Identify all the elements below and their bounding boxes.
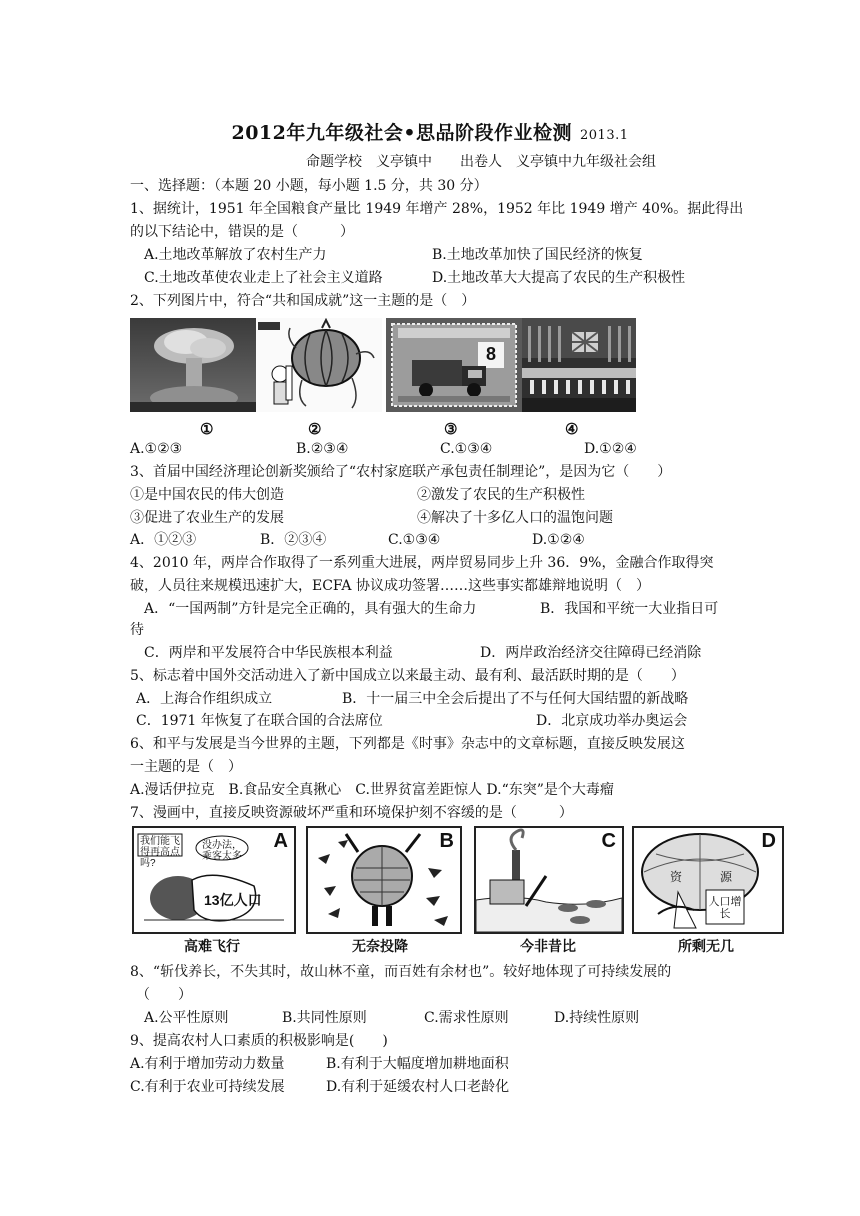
q9-stem: 9、提高农村人口素质的积极影响是( ) [130, 1033, 388, 1049]
q4-option-a: A．“一国两制”方针是完全正确的，具有强大的生命力 [144, 601, 477, 617]
q6-stem-line2: 一主题的是（ ） [130, 759, 242, 775]
cartoon-b-tag: B [439, 830, 454, 852]
pic-label-3: ③ [444, 420, 458, 438]
exam-subtitle: 命题学校 义亭镇中 出卷人 义亭镇中九年级社会组 [306, 154, 656, 170]
q2-option-a: A.①②③ [130, 441, 183, 457]
q2-option-d: D.①②④ [584, 441, 637, 457]
cartoon-a-bubble-1: 我们能飞得再高点吗? [140, 836, 180, 869]
q9-option-b: B.有利于大幅度增加耕地面积 [326, 1056, 509, 1072]
q2-option-b: B.②③④ [296, 441, 349, 457]
q4-stem-line1: 4、2010 年，两岸合作取得了一系列重大进展，两岸贸易同步上升 36．9%，金融合作取得突 [130, 555, 714, 571]
q8-stem-cont: （ ） [136, 987, 192, 1003]
q4-option-d: D．两岸政治经济交往障碍已经消除 [480, 645, 702, 661]
pic-label-4: ④ [565, 420, 579, 438]
q4-option-b: B．我国和平统一大业指日可 [540, 601, 719, 617]
q3-option-b: B．②③④ [260, 532, 327, 548]
q5-option-b: B．十一届三中全会后提出了不与任何大国结盟的新战略 [342, 691, 689, 707]
q2-stem: 2、下列图片中，符合“共和国成就”这一主题的是（ ） [130, 293, 476, 309]
q1-stem-line2: 的以下结论中，错误的是（ ） [130, 224, 354, 240]
q9-option-a: A.有利于增加劳动力数量 [130, 1056, 285, 1072]
q3-option-d: D.①②④ [532, 532, 585, 548]
photo-handover-ceremony [522, 318, 636, 412]
q3-statement-4: ④解决了十多亿人口的温饱问题 [417, 510, 613, 526]
q6-options: A.漫话伊拉克 B.食品安全真揪心 C.世界贫富差距惊人 D.“东突”是个大毒瘤 [130, 782, 614, 798]
q4-stem-line2: 破，人员往来规模迅速扩大，ECFA 协议成功签署……这些事实都雄辩地说明（ ） [130, 578, 650, 594]
q5-option-d: D．北京成功举办奥运会 [536, 713, 688, 729]
exam-title [0, 118, 860, 145]
q8-option-d: D.持续性原则 [554, 1010, 640, 1026]
q3-option-c: C.①③④ [388, 532, 441, 548]
cartoon-a [132, 826, 296, 934]
q1-option-a: A.土地改革解放了农村生产力 [144, 247, 327, 263]
q8-option-a: A.公平性原则 [144, 1010, 229, 1026]
cartoon-a-caption: 高难飞行 [184, 938, 240, 954]
q1-option-c: C.土地改革使农业走上了社会主义道路 [144, 270, 383, 286]
cartoon-b [306, 826, 462, 934]
q6-stem-line1: 6、和平与发展是当今世界的主题，下列都是《时事》杂志中的文章标题，直接反映发展这 [130, 736, 685, 752]
section-heading: 一、选择题：（本题 20 小题，每小题 1.5 分，共 30 分） [130, 178, 488, 194]
q8-stem: 8、“斩伐养长，不失其时，故山林不童，而百姓有余材也”。较好地体现了可持续发展的 [130, 964, 672, 980]
q9-option-d: D.有利于延缓农村人口老龄化 [326, 1079, 510, 1095]
cartoon-c-caption: 今非昔比 [520, 938, 576, 954]
cartoon-d-label-1: 资 [670, 870, 683, 884]
title-date: 2013.1 [580, 128, 629, 143]
pic-label-2: ② [308, 420, 322, 438]
cartoon-d-label-3: 人口增长 [708, 896, 742, 920]
q2-option-c: C.①③④ [440, 441, 493, 457]
q3-statement-2: ②激发了农民的生产积极性 [417, 487, 585, 503]
cartoon-d-label-2: 源 [720, 870, 733, 884]
cartoon-a-label: 13亿人口 [204, 892, 262, 908]
stamp-liberation-truck [386, 318, 522, 412]
pic-label-1: ① [200, 420, 214, 438]
stamp-value: 8 [486, 344, 497, 364]
q3-option-a: A．①②③ [130, 532, 197, 548]
q5-stem: 5、标志着中国外交活动进入了新中国成立以来最主动、最有利、最活跃时期的是（ ） [130, 668, 685, 684]
q1-stem-line1: 1、据统计，1951 年全国粮食产量比 1949 年增产 28%，1952 年比 1949 增产 40%。据此得出 [130, 201, 744, 217]
q1-option-d: D.土地改革大大提高了农民的生产积极性 [432, 270, 686, 286]
cartoon-d-caption: 所剩无几 [678, 938, 734, 954]
q3-stem: 3、首届中国经济理论创新奖颁给了“农村家庭联产承包责任制理论”，是因为它（ ） [130, 464, 672, 480]
q5-option-a: A．上海合作组织成立 [136, 691, 273, 707]
cartoon-b-caption: 无奈投降 [352, 938, 408, 954]
q8-option-b: B.共同性原则 [282, 1010, 367, 1026]
q5-option-c: C．1971 年恢复了在联合国的合法席位 [136, 713, 383, 729]
q3-statement-3: ③促进了农业生产的发展 [130, 510, 284, 526]
q1-option-b: B.土地改革加快了国民经济的恢复 [432, 247, 643, 263]
cartoon-c-tag: C [601, 830, 616, 852]
q4-option-b-continued: 待 [130, 622, 144, 638]
cartoon-c [474, 826, 624, 934]
q7-stem: 7、漫画中，直接反映资源破坏严重和环境保护刻不容缓的是（ ） [130, 805, 573, 821]
q3-statement-1: ①是中国农民的伟大创造 [130, 487, 284, 503]
cartoon-pumpkin [256, 318, 382, 412]
photo-mushroom-cloud [130, 318, 256, 412]
cartoon-d-tag: D [761, 830, 776, 852]
q4-option-c: C．两岸和平发展符合中华民族根本利益 [144, 645, 393, 661]
cartoon-a-bubble-2: 没办法，乘客太多 [202, 840, 242, 862]
title-text: 2012年九年级社会•思品阶段作业检测 [231, 122, 573, 144]
q9-option-c: C.有利于农业可持续发展 [130, 1079, 285, 1095]
q8-option-c: C.需求性原则 [424, 1010, 509, 1026]
cartoon-a-tag: A [273, 830, 288, 852]
cartoon-d [632, 826, 784, 934]
